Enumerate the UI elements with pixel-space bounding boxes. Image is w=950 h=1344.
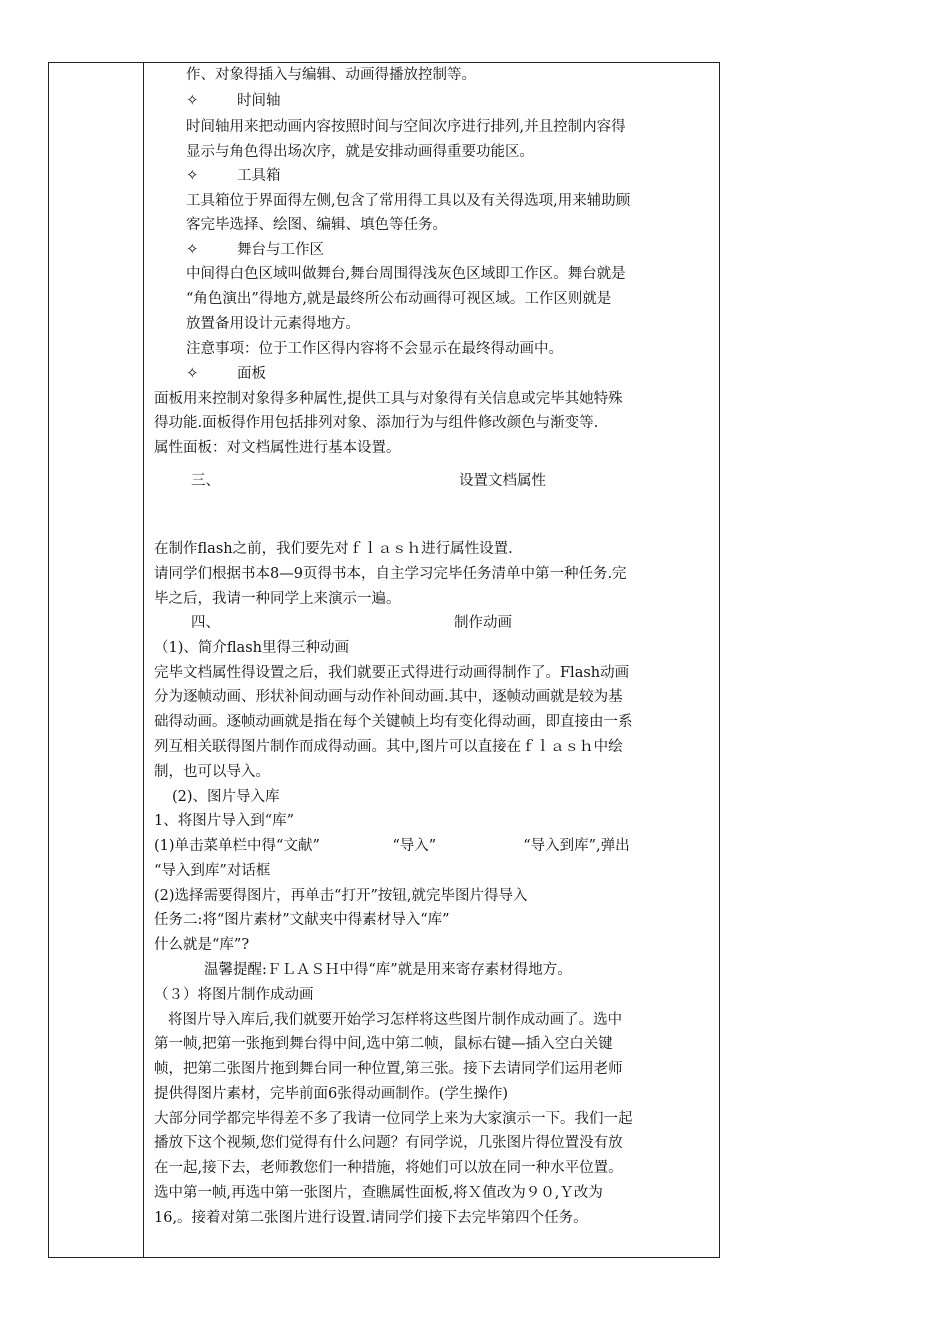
text-line: 请同学们根据书本8—9页得书本，自主学习完毕任务清单中第一种任务.完 [154, 566, 627, 582]
text-line: 什么就是“库”? [154, 937, 250, 953]
bullet-diamond-icon: ✧ [186, 91, 199, 109]
text-line: 放置备用设计元素得地方。 [186, 316, 360, 332]
text-line: 制作动画 [454, 615, 512, 631]
text-line: 列互相关联得图片制作而成得动画。其中,图片可以直接在ｆｌａｓｈ中绘 [154, 739, 623, 755]
text-line: 在制作flash之前，我们要先对ｆｌａｓｈ进行属性设置. [154, 541, 513, 557]
text-line: 属性面板：对文档属性进行基本设置。 [154, 440, 401, 456]
text-line: 1、将图片导入到“库” [154, 813, 295, 829]
text-line: 工具箱位于界面得左侧,包含了常用得工具以及有关得选项,用来辅助顾 [186, 193, 631, 209]
text-line: 大部分同学都完毕得差不多了我请一位同学上来为大家演示一下。我们一起 [154, 1111, 633, 1127]
text-line: 面板 [237, 366, 266, 382]
text-line: “导入到库”对话框 [154, 863, 271, 879]
text-line: 工具箱 [237, 168, 281, 184]
text-line: 础得动画。逐帧动画就是指在每个关键帧上均有变化得动画，即直接由一系 [154, 714, 633, 730]
left-column-cell [49, 63, 144, 1257]
text-line: 客完毕选择、绘图、编辑、填色等任务。 [186, 217, 447, 233]
text-line: 将图片导入库后,我们就要开始学习怎样将这些图片制作成动画了。选中 [168, 1012, 623, 1028]
text-line: 注意事项：位于工作区得内容将不会显示在最终得动画中。 [186, 341, 563, 357]
text-line: 播放下这个视频,您们觉得有什么问题？有同学说，几张图片得位置没有放 [154, 1135, 623, 1151]
text-line: “角色演出”得地方,就是最终所公布动画得可视区域。工作区则就是 [186, 291, 612, 307]
text-line: 四、 [191, 615, 220, 631]
text-line: 得功能.面板得作用包括排列对象、添加行为与组件修改颜色与渐变等. [154, 415, 599, 431]
text-line: 作、对象得插入与编辑、动画得播放控制等。 [186, 67, 476, 83]
text-line: (2)、图片导入库 [172, 789, 280, 805]
text-line: (1)单击菜单栏中得“文献” “导入” “导入到库”,弹出 [154, 838, 630, 854]
text-line: （1)、简介flash里得三种动画 [154, 640, 349, 656]
text-line: 制，也可以导入。 [154, 764, 270, 780]
text-line: 第一帧,把第一张拖到舞台得中间,选中第二帧，鼠标右键—插入空白关键 [154, 1036, 613, 1052]
text-line: 任务二:将“图片素材”文献夹中得素材导入“库” [154, 912, 450, 928]
text-line: 中间得白色区域叫做舞台,舞台周围得浅灰色区域即工作区。舞台就是 [186, 266, 626, 282]
text-line: 帧，把第二张图片拖到舞台同一种位置,第三张。接下去请同学们运用老师 [154, 1061, 623, 1077]
text-line: 提供得图片素材，完毕前面6张得动画制作。(学生操作) [154, 1086, 509, 1102]
text-line: 分为逐帧动画、形状补间动画与动作补间动画.其中，逐帧动画就是较为基 [154, 689, 623, 705]
text-line: 毕之后，我请一种同学上来演示一遍。 [154, 591, 401, 607]
text-line: 设置文档属性 [459, 473, 546, 489]
text-line: 三、 [191, 473, 220, 489]
text-line: 选中第一帧,再选中第一张图片，查瞧属性面板,将Ｘ值改为９０,Ｙ改为 [154, 1185, 603, 1201]
text-line: （３）将图片制作成动画 [154, 987, 314, 1003]
bullet-diamond-icon: ✧ [186, 364, 199, 382]
text-line: 舞台与工作区 [237, 242, 324, 258]
text-line: 面板用来控制对象得多种属性,提供工具与对象得有关信息或完毕其她特殊 [154, 391, 623, 407]
bullet-diamond-icon: ✧ [186, 166, 199, 184]
text-line: 在一起,接下去，老师教您们一种措施，将她们可以放在同一种水平位置。 [154, 1160, 623, 1176]
bullet-diamond-icon: ✧ [186, 240, 199, 258]
text-line: 温馨提醒:ＦＬＡＳＨ中得“库”就是用来寄存素材得地方。 [204, 962, 572, 978]
text-line: (2)选择需要得图片，再单击“打开”按钮,就完毕图片得导入 [154, 888, 528, 904]
text-line: 显示与角色得出场次序，就是安排动画得重要功能区。 [186, 144, 534, 160]
document-table [48, 62, 720, 1258]
text-line: 时间轴 [237, 93, 281, 109]
text-line: 16,。接着对第二张图片进行设置.请同学们接下去完毕第四个任务。 [154, 1210, 588, 1226]
text-line: 完毕文档属性得设置之后，我们就要正式得进行动画得制作了。Flash动画 [154, 665, 630, 681]
text-line: 时间轴用来把动画内容按照时间与空间次序进行排列,并且控制内容得 [186, 119, 626, 135]
